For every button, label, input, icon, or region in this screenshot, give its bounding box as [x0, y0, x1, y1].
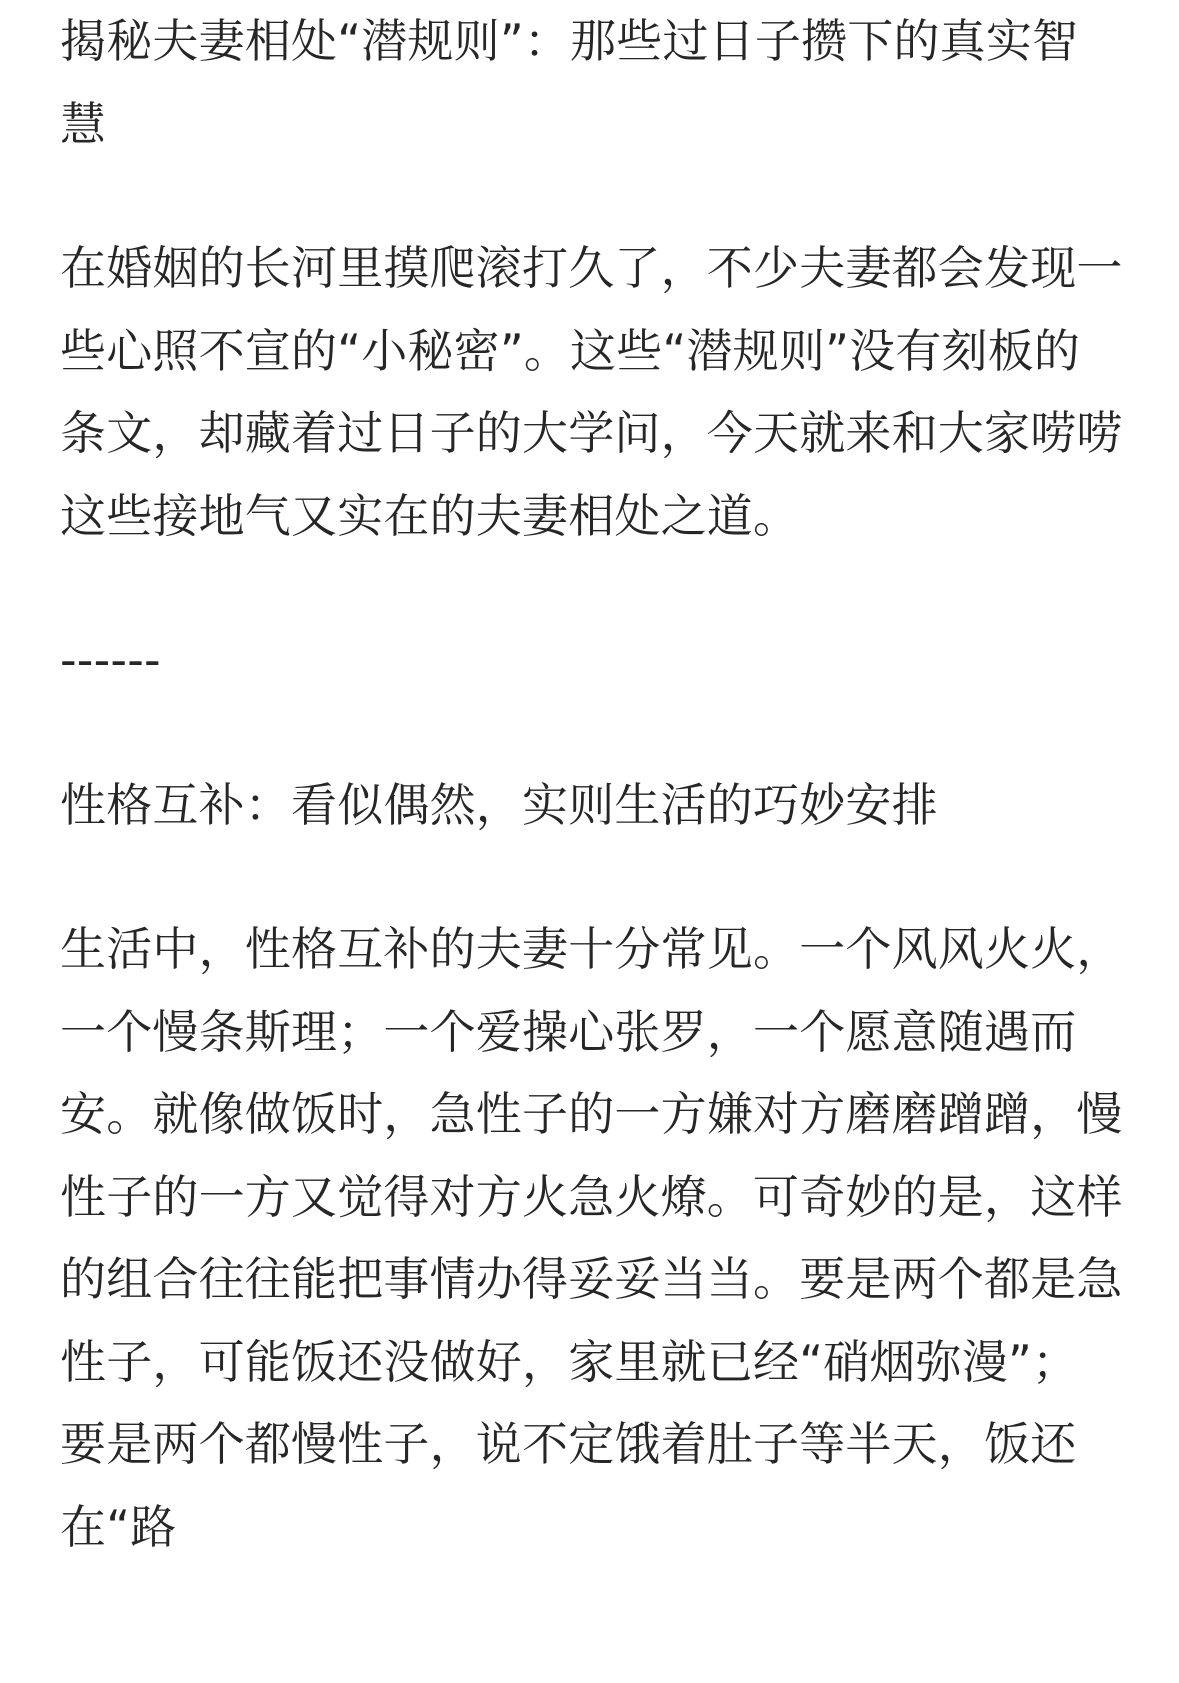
section-divider: ------	[60, 633, 161, 687]
intro-paragraph: 在婚姻的长河里摸爬滚打久了，不少夫妻都会发现一些心照不宣的“小秘密”。这些“潜规则”没有刻板的条文，却藏着过日子的大学问，今天就来和大家唠唠这些接地气又实在的夫妻相处之道。	[60, 241, 1123, 543]
article-title: 揭秘夫妻相处“潜规则”：那些过日子攒下的真实智慧	[60, 14, 1079, 151]
article-page	[60, 0, 1124, 1568]
section-paragraph-personality: 生活中，性格互补的夫妻十分常见。一个风风火火，一个慢条斯理；一个爱操心张罗，一个愿意随遇而安。就像做饭时，急性子的一方嫌对方磨磨蹭蹭，慢性子的一方又觉得对方火急火燎。可奇妙的是，这样的组合往往能把事情办得妥妥当当。要是两个都是急性子，可能饭还没做好，家里就已经“硝烟弥漫”；要是两个都慢性子，说不定饿着肚子等半天，饭还在“路	[60, 922, 1123, 1554]
section-heading-personality: 性格互补：看似偶然，实则生活的巧妙安排	[60, 777, 938, 832]
